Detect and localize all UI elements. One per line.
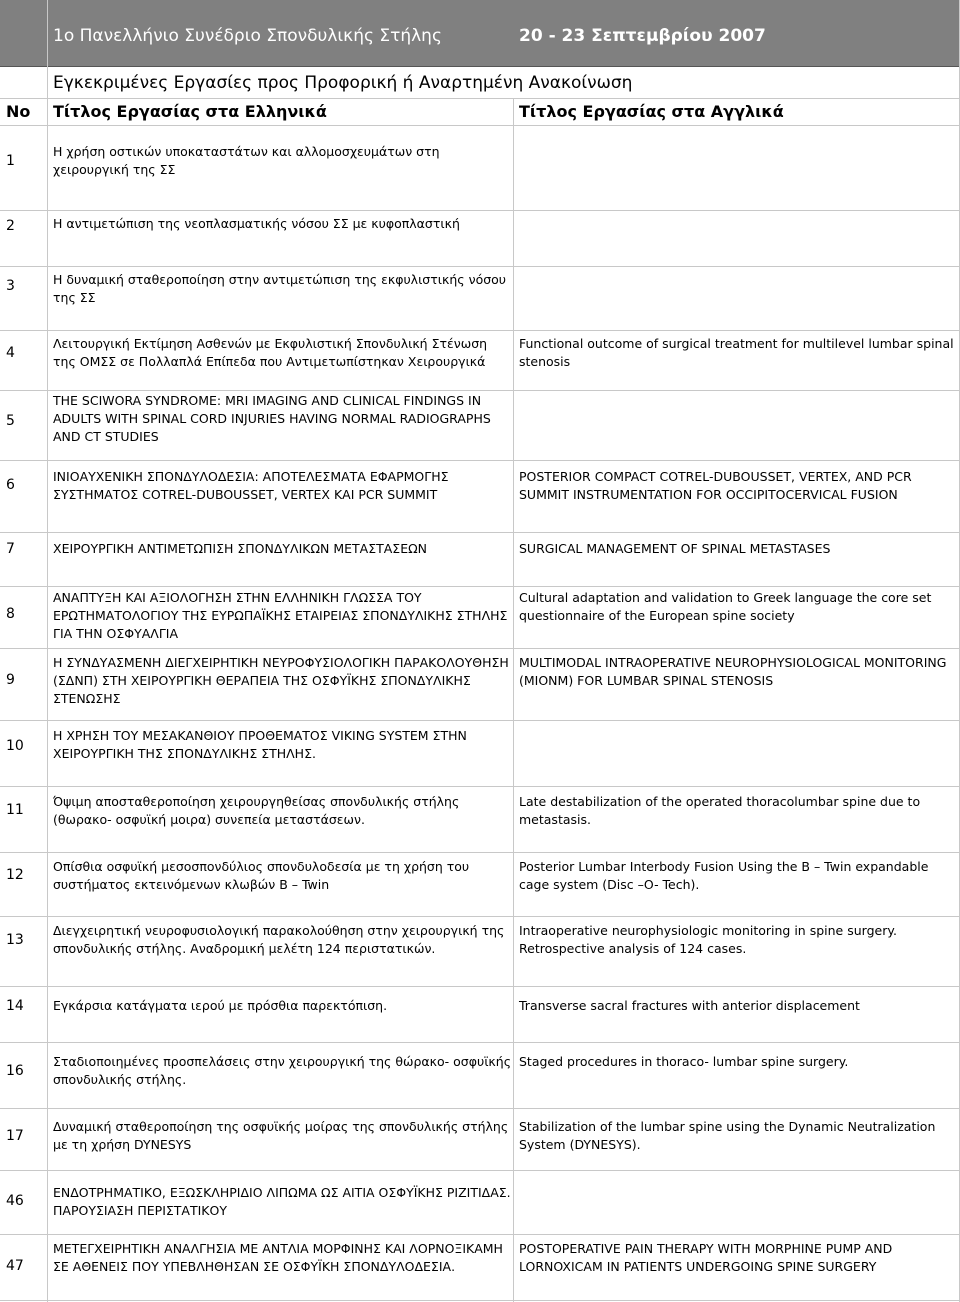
- conference-dates: 20 - 23 Σεπτεμβρίου 2007: [519, 26, 766, 46]
- english-title-cell: Functional outcome of surgical treatment for multilevel lumbar spinal stenosis: [519, 336, 954, 369]
- row-divider: [0, 648, 960, 649]
- row-number: 10: [6, 738, 24, 754]
- row-number: 47: [6, 1258, 24, 1274]
- row-number: 2: [6, 218, 15, 234]
- row-divider: [0, 1108, 960, 1109]
- column-header-greek: Τίτλος Εργασίας στα Ελληνικά: [53, 102, 327, 121]
- greek-title-cell: ΑΝΑΠΤΥΞΗ ΚΑΙ ΑΞΙΟΛΟΓΗΣΗ ΣΤΗΝ ΕΛΛΗΝΙΚΗ ΓΛΩΣΣΑ ΤΟΥ ΕΡΩΤΗΜΑΤΟΛΟΓΙΟΥ ΤΗΣ ΕΥΡΩΠΑΪΚΗΣ ΕΤΑΙΡΕΙΑΣ ΣΠΟΝΔΥΛΙΚΗΣ ΣΤΗΛΗΣ ΓΙΑ ΤΗΝ ΟΣΦΥΑΛΓΙΑ: [53, 590, 508, 641]
- conference-title: 1ο Πανελλήνιο Συνέδριο Σπονδυλικής Στήλης: [53, 26, 442, 46]
- english-title-cell: Staged procedures in thoraco- lumbar spine surgery.: [519, 1054, 849, 1069]
- conference-banner: [0, 0, 960, 67]
- greek-title-cell: ΜΕΤΕΓΧΕΙΡΗΤΙΚΗ ΑΝΑΛΓΗΣΙΑ ΜΕ ΑΝΤΛΙΑ ΜΟΡΦΙΝΗΣ ΚΑΙ ΛΟΡΝΟΞΙΚΑΜΗ ΣΕ ΑΘΕΝΕΙΣ ΠΟΥ ΥΠΕΒΛΗΘΗΣΑΝ ΣΕ ΟΣΦΥΪΚΗ ΣΠΟΝΔΥΛΟΔΕΣΙΑ.: [53, 1241, 503, 1274]
- row-number: 5: [6, 413, 15, 429]
- row-divider: [0, 1042, 960, 1043]
- row-divider: [0, 532, 960, 533]
- column-header-no: No: [6, 102, 31, 121]
- english-title-cell: Stabilization of the lumbar spine using the Dynamic Neutralization System (DYNESYS).: [519, 1119, 936, 1152]
- english-title-cell: Late destabilization of the operated thoracolumbar spine due to metastasis.: [519, 794, 921, 827]
- row-number: 17: [6, 1128, 24, 1144]
- row-number: 14: [6, 998, 24, 1014]
- greek-title-cell: Όψιμη αποσταθεροποίηση χειρουργηθείσας σπονδυλικής στήλης (θωρακο- οσφυϊκή μοιρα) συνεπεία μεταστάσεων.: [53, 794, 460, 827]
- row-divider: [0, 916, 960, 917]
- row-number: 11: [6, 802, 24, 818]
- english-title-cell: Cultural adaptation and validation to Greek language the core set questionnaire of the European spine society: [519, 590, 932, 623]
- row-divider: [0, 1234, 960, 1235]
- greek-title-cell: Η ΧΡΗΣΗ ΤΟΥ ΜΕΣΑΚΑΝΘΙΟΥ ΠΡΟΘΕΜΑΤΟΣ VIKING SYSTEM ΣΤΗΝ ΧΕΙΡΟΥΡΓΙΚΗ ΤΗΣ ΣΠΟΝΔΥΛΙΚΗΣ ΣΤΗΛΗΣ.: [53, 728, 467, 761]
- greek-title-cell: Εγκάρσια κατάγματα ιερού με πρόσθια παρεκτόπιση.: [53, 998, 388, 1013]
- row-divider: [0, 210, 960, 211]
- english-title-cell: POSTERIOR COMPACT COTREL-DUBOUSSET, VERTEX, AND PCR SUMMIT INSTRUMENTATION FOR OCCIPITOCERVICAL FUSION: [519, 469, 912, 502]
- row-number: 4: [6, 345, 15, 361]
- greek-title-cell: Σταδιοποιημένες προσπελάσεις στην χειρουργική της θώρακο- οσφυϊκής σπονδυλικής στήλης.: [53, 1054, 512, 1087]
- english-title-cell: POSTOPERATIVE PAIN THERAPY WITH MORPHINE PUMP AND LORNOXICAM IN PATIENTS UNDERGOING SPINE SURGERY: [519, 1241, 893, 1274]
- row-divider: [0, 125, 960, 126]
- greek-title-cell: Διεγχειρητική νευροφυσιολογική παρακολούθηση στην χειρουργική της σπονδυλικής στήλης. Αναδρομική μελέτη 124 περιστατικών.: [53, 923, 505, 956]
- row-number: 9: [6, 672, 15, 688]
- greek-title-cell: Η ΣΥΝΔΥΑΣΜΕΝΗ ΔΙΕΓΧΕΙΡΗΤΙΚΗ ΝΕΥΡΟΦΥΣΙΟΛΟΓΙΚΗ ΠΑΡΑΚΟΛΟΥΘΗΣΗ (ΣΔΝΠ) ΣΤΗ ΧΕΙΡΟΥΡΓΙΚΗ ΘΕΡΑΠΕΙΑ ΤΗΣ ΟΣΦΥΪΚΗΣ ΣΠΟΝΔΥΛΙΚΗΣ ΣΤΕΝΩΣΗΣ: [53, 655, 509, 706]
- column-header-english: Τίτλος Εργασίας στα Αγγλικά: [519, 102, 784, 121]
- row-divider: [0, 266, 960, 267]
- greek-title-cell: Η χρήση οστικών υποκαταστάτων και αλλομοσχευμάτων στη χειρουργική της ΣΣ: [53, 144, 440, 177]
- greek-title-cell: ΕΝΔΟΤΡΗΜΑΤΙΚΟ, ΕΞΩΣΚΛΗΡΙΔΙΟ ΛΙΠΩΜΑ ΩΣ ΑΙΤΙΑ ΟΣΦΥΪΚΗΣ ΡΙΖΙΤΙΔΑΣ. ΠΑΡΟΥΣΙΑΣΗ ΠΕΡΙΣΤΑΤΙΚΟΥ: [53, 1185, 511, 1218]
- row-divider: [0, 986, 960, 987]
- greek-title-cell: Λειτουργική Εκτίμηση Ασθενών με Εκφυλιστική Σπονδυλική Στένωση της ΟΜΣΣ σε Πολλαπλά Επίπεδα που Αντιμετωπίστηκαν Χειρουργικά: [53, 336, 488, 369]
- row-number: 8: [6, 606, 15, 622]
- row-divider: [0, 390, 960, 391]
- english-title-cell: Transverse sacral fractures with anterior displacement: [519, 998, 860, 1013]
- greek-title-cell: Η δυναμική σταθεροποίηση στην αντιμετώπιση της εκφυλιστικής νόσου της ΣΣ: [53, 272, 507, 305]
- row-divider: [0, 786, 960, 787]
- row-divider: [0, 1170, 960, 1171]
- row-number: 12: [6, 867, 24, 883]
- row-divider: [0, 460, 960, 461]
- greek-title-cell: Δυναμική σταθεροποίηση της οσφυϊκής μοίρας της σπονδυλικής στήλης με τη χρήση DYNESYS: [53, 1119, 509, 1152]
- english-title-cell: Posterior Lumbar Interbody Fusion Using the B – Twin expandable cage system (Disc –O- Tech).: [519, 859, 929, 892]
- greek-title-cell: ΙΝΙΟΑΥΧΕΝΙΚΗ ΣΠΟΝΔΥΛΟΔΕΣΙΑ: ΑΠΟΤΕΛΕΣΜΑΤΑ ΕΦΑΡΜΟΓΗΣ ΣΥΣΤΗΜΑΤΟΣ COTREL-DUBOUSSET, VERTEX ΚΑΙ PCR SUMMIT: [53, 469, 449, 502]
- row-number: 7: [6, 541, 15, 557]
- row-divider: [0, 586, 960, 587]
- row-divider: [0, 98, 960, 99]
- english-title-cell: MULTIMODAL INTRAOPERATIVE NEUROPHYSIOLOGICAL MONITORING (MIONM) FOR LUMBAR SPINAL STENOSIS: [519, 655, 947, 688]
- greek-title-cell: Οπίσθια οσφυϊκή μεσοσπονδύλιος σπονδυλοδεσία με τη χρήση του συστήματος εκτεινόμενων κλωβών B – Twin: [53, 859, 470, 892]
- column-divider: [513, 98, 514, 1302]
- greek-title-cell: Η αντιμετώπιση της νεοπλασματικής νόσου ΣΣ με κυφοπλαστική: [53, 216, 460, 231]
- row-number: 1: [6, 153, 15, 169]
- row-divider: [0, 852, 960, 853]
- row-number: 46: [6, 1193, 24, 1209]
- english-title-cell: Intraoperative neurophysiologic monitoring in spine surgery. Retrospective analysis of 124 cases.: [519, 923, 897, 956]
- row-divider: [0, 330, 960, 331]
- page-subtitle: Εγκεκριμένες Εργασίες προς Προφορική ή Αναρτημένη Ανακοίνωση: [53, 73, 633, 93]
- row-number: 16: [6, 1063, 24, 1079]
- row-number: 13: [6, 932, 24, 948]
- greek-title-cell: THE SCIWORA SYNDROME: MRI IMAGING AND CLINICAL FINDINGS IN ADULTS WITH SPINAL CORD INJURIES HAVING NORMAL RADIOGRAPHS AND CT STUDIES: [53, 393, 491, 444]
- row-number: 3: [6, 278, 15, 294]
- row-number: 6: [6, 477, 15, 493]
- column-divider: [47, 0, 48, 1302]
- greek-title-cell: ΧΕΙΡΟΥΡΓΙΚΗ ΑΝΤΙΜΕΤΩΠΙΣΗ ΣΠΟΝΔΥΛΙΚΩΝ ΜΕΤΑΣΤΑΣΕΩΝ: [53, 541, 428, 556]
- english-title-cell: SURGICAL MANAGEMENT OF SPINAL METASTASES: [519, 541, 831, 556]
- row-divider: [0, 1300, 960, 1301]
- row-divider: [0, 720, 960, 721]
